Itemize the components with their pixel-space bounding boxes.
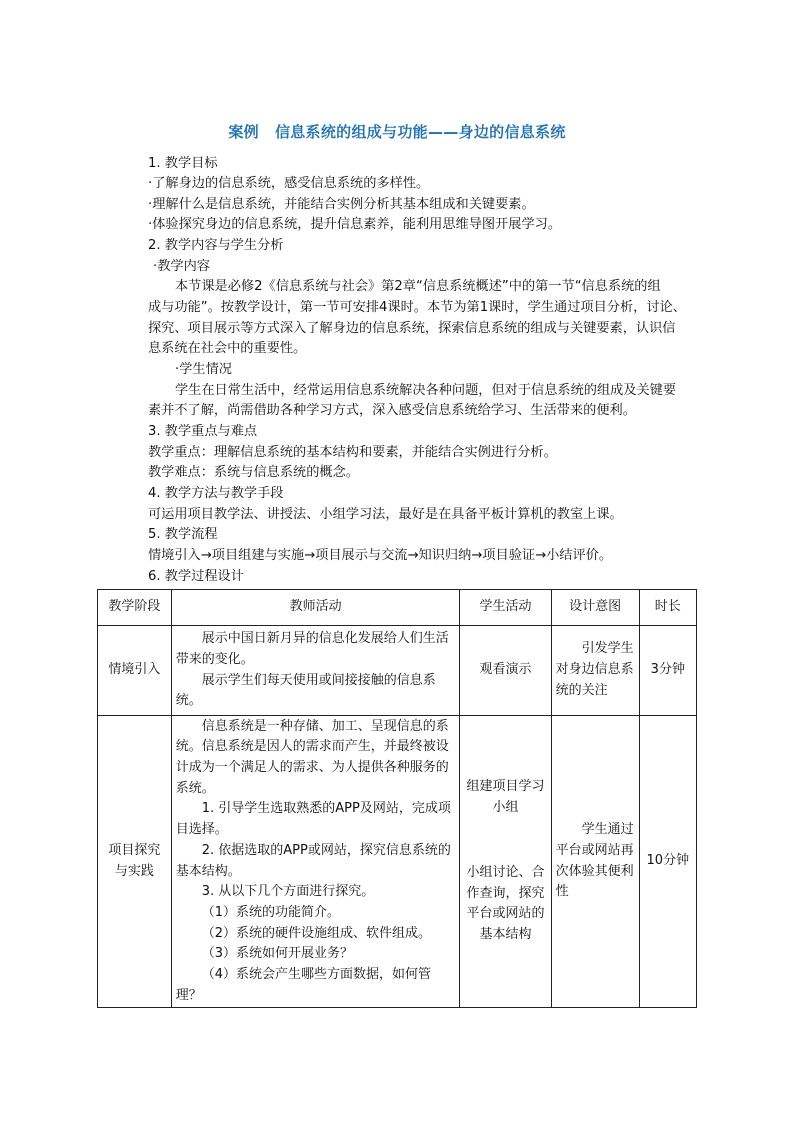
- row1-intent: [551, 626, 639, 716]
- table-header-row: [98, 590, 697, 626]
- content-line-3: 探究、项目展示等方式深入了解身边的信息系统，探索信息系统的组成与关键要素，认识信: [148, 321, 676, 336]
- row2-student-b: 小组讨论、合作查询，探究平台或网站的基本结构: [466, 864, 545, 942]
- row2-step-3: 3. 从以下几个方面进行探究。: [201, 884, 375, 900]
- header-student: 学生活动: [460, 590, 551, 626]
- section-4-heading: 4. 教学方法与教学手段: [148, 486, 284, 501]
- row2-sub-3: （3）系统如何开展业务？: [201, 946, 353, 962]
- header-duration: 时长: [639, 590, 696, 626]
- row2-teacher: [171, 716, 460, 1008]
- row2-sub-1: （1）系统的功能简介。: [201, 904, 340, 920]
- row2-intent-text: 学生通过平台或网站再次体验其便利性: [555, 822, 634, 900]
- title-main: 信息系统的组成与功能——身边的信息系统: [274, 123, 566, 141]
- content-label: ·教学内容: [153, 259, 210, 274]
- section-2-heading: 2. 教学内容与学生分析: [148, 238, 284, 253]
- goal-bullet-3: ·体验探究身边的信息系统，提升信息素养，能利用思维导图开展学习。: [148, 217, 562, 232]
- header-stage: 教学阶段: [98, 590, 172, 626]
- row1-teacher-p1: 展示中国日新月异的信息化发展给人们生活带来的变化。: [175, 631, 449, 667]
- table-row: [98, 626, 697, 716]
- row2-stage-a: 项目探究: [108, 842, 161, 858]
- content-line-1: 本节课是必修2《信息系统与社会》第2章“信息系统概述”中的第一节“信息系统的组: [175, 279, 661, 294]
- goal-bullet-2: ·理解什么是信息系统，并能结合实例分析其基本组成和关键要素。: [148, 197, 535, 212]
- student-line-1: 学生在日常生活中，经常运用信息系统解决各种问题，但对于信息系统的组成及关键要: [175, 383, 677, 398]
- row2-student-a: 组建项目学习小组: [466, 779, 545, 816]
- row2-stage-b: 与实践: [114, 863, 154, 879]
- process-table: [97, 589, 697, 1008]
- student-line-2: 素并不了解，尚需借助各种学习方式，深入感受信息系统给学习、生活带来的便利。: [148, 403, 636, 418]
- header-intent: 设计意图: [551, 590, 639, 626]
- section-3-heading: 3. 教学重点与难点: [148, 424, 258, 439]
- row2-teacher-intro: 信息系统是一种存储、加工、呈现信息的系统。信息系统是因人的需求而产生，并最终被设计成为一个满足人的需求、为人提供各种服务的系统。: [175, 718, 449, 796]
- row2-stage: [98, 716, 172, 1008]
- header-teacher: 教师活动: [171, 590, 460, 626]
- flow-text: 情境引入→项目组建与实施→项目展示与交流→知识归纳→项目验证→小结评价。: [148, 548, 613, 563]
- row2-duration: 10分钟: [639, 716, 696, 1008]
- row1-student: 观看演示: [460, 626, 551, 716]
- content-line-4: 息系统在社会中的重要性。: [148, 341, 307, 356]
- student-label: ·学生情况: [175, 362, 232, 377]
- table-row: [98, 716, 697, 1008]
- row1-stage: 情境引入: [98, 626, 172, 716]
- content-line-2: 成与功能”。按教学设计，第一节可安排4课时。本节为第1课时，学生通过项目分析，讨论、: [148, 300, 686, 315]
- goal-bullet-1: ·了解身边的信息系统，感受信息系统的多样性。: [148, 176, 430, 191]
- row1-duration: 3分钟: [639, 626, 696, 716]
- title-case-label: 案例: [228, 123, 259, 141]
- row1-teacher: [171, 626, 460, 716]
- method-text: 可运用项目教学法、讲授法、小组学习法，最好是在具备平板计算机的教室上课。: [148, 507, 623, 522]
- row2-sub-4: （4）系统会产生哪些方面数据，如何管理？: [175, 967, 431, 1003]
- key-point: 教学重点：理解信息系统的基本结构和要素，并能结合实例进行分析。: [148, 445, 557, 460]
- section-5-heading: 5. 教学流程: [148, 527, 218, 542]
- section-6-heading: 6. 教学过程设计: [148, 569, 244, 584]
- row2-step-1: 1. 引导学生选取熟悉的APP及网站，完成项目选择。: [175, 801, 451, 838]
- section-1-heading: 1. 教学目标: [148, 156, 218, 171]
- row2-student: [460, 716, 551, 1008]
- row2-step-2: 2. 依据选取的APP或网站，探究信息系统的基本结构。: [175, 842, 451, 879]
- row2-intent: [551, 716, 639, 1008]
- document-title: [0, 121, 794, 142]
- row1-teacher-p2: 展示学生们每天使用或间接接触的信息系统。: [175, 672, 436, 709]
- difficult-point: 教学难点：系统与信息系统的概念。: [148, 465, 359, 480]
- row1-intent-text: 引发学生对身边信息系统的关注: [555, 641, 634, 698]
- row2-sub-2: （2）系统的硬件设施组成、软件组成。: [201, 925, 431, 941]
